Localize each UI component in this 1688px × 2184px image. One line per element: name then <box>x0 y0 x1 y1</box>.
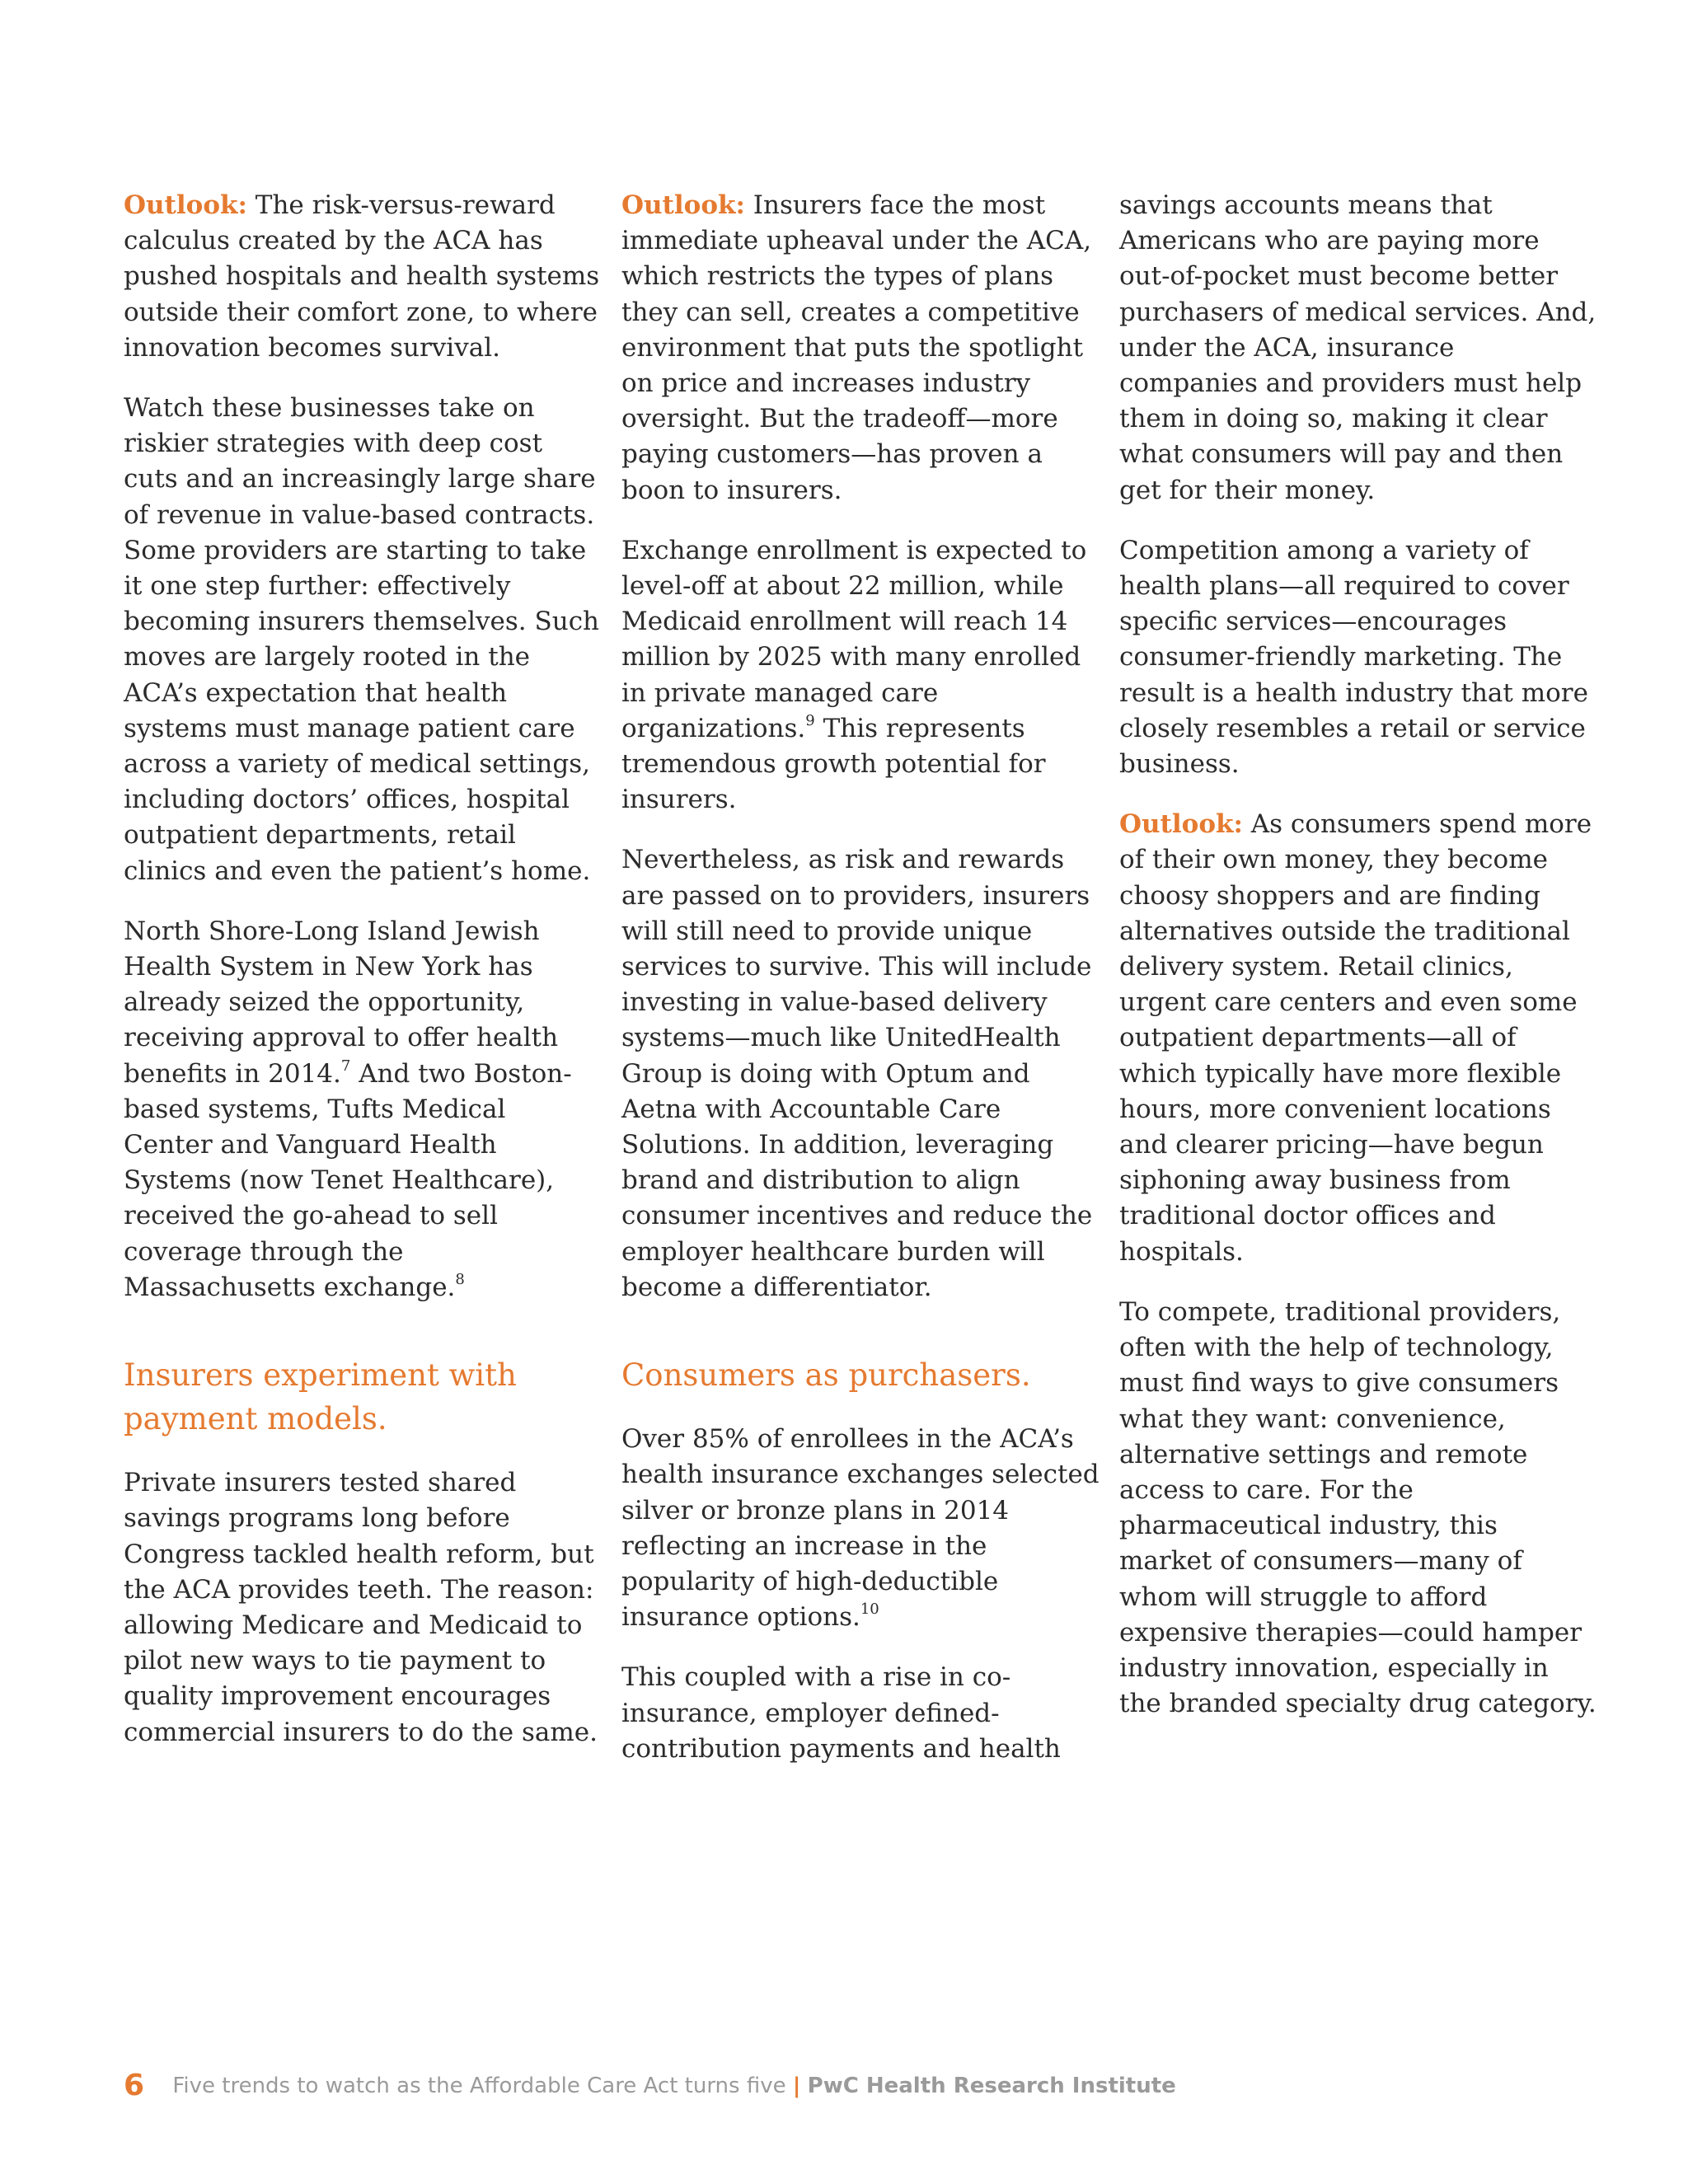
outlook-label: Outlook: <box>1119 809 1243 840</box>
paragraph: To compete, traditional providers, often with the help of technology, must find ways to give consumers what they want: convenience, alternative settings and remote access to care. For the pharmaceutical industry, this market of consumers—many of whom will struggle to afford expensive therapies—could hamper industry innovation, especially in the branded specialty drug category. <box>1119 1296 1597 1719</box>
paragraph: Competition among a variety of health plans—all required to cover specific services—encourages consumer-friendly marketing. The result is a health industry that more closely resembles a retail or service business. <box>1119 535 1588 780</box>
paragraph: savings accounts means that Americans who are paying more out-of-pocket must become better purchasers of medical services. And, under the ACA, insurance companies and providers must help them in doing so, making it clear what consumers will pay and then get for their money. <box>1119 190 1597 505</box>
paragraph: Outlook: As consumers spend more of their own money, they become choosy shoppers and are finding alternatives outside the traditional delivery system. Retail clinics, urgent care centers and even some outpatient departments—all of which typically have more flexible hours, more convenient locations and clearer pricing—have begun siphoning away business from traditional doctor offices and hospitals. <box>1119 809 1592 1267</box>
paragraph: Watch these businesses take on riskier strategies with deep cost cuts and an increasingly large share of revenue in value-based contracts. Some providers are starting to take it one step further: effectively becoming insurers themselves. Such moves are largely rooted in the ACA’s expectation that health systems must manage patient care across a variety of medical settings, including doctors’ offices, hospital outpatient departments, retail clinics and even the patient’s home. <box>124 393 600 886</box>
footnote-ref: 7 <box>340 1057 351 1075</box>
footer-org: PwC Health Research Institute <box>807 2074 1176 2098</box>
paragraph: Outlook: Insurers face the most immediate upheaval under the ACA, which restricts the types of plans they can sell, creates a competitive environment that puts the spotlight on price and increases industry oversight. But the tradeoff—more paying customers—has proven a boon to insurers. <box>621 190 1092 505</box>
column-2 <box>621 188 1100 1792</box>
footer-title: Five trends to watch as the Affordable Care Act turns five <box>172 2074 786 2098</box>
paragraph: Over 85% of enrollees in the ACA’s health insurance exchanges selected silver or bronze plans in 2014 reflecting an increase in the popularity of high-deductible insurance options.$^{10}$ <box>621 1424 1100 1633</box>
outlook-label: Outlook: <box>621 190 745 220</box>
column-1 <box>124 188 602 1775</box>
footnote-ref: 8 <box>455 1270 465 1288</box>
paragraph: Exchange enrollment is expected to level-off at about 22 million, while Medicaid enrollment will reach 14 million by 2025 with many enrolled in private managed care organizations.$^9$ This represents tremendous growth potential for insurers. <box>621 535 1087 815</box>
paragraph: North Shore-Long Island Jewish Health System in New York has already seized the opportunity, receiving approval to offer health benefits in 2014.$^7$ And two Boston-based systems, Tufts Medical Center and Vanguard Health Systems (now Tenet Healthcare), received the go-ahead to sell coverage through the Massachusetts exchange.$^8$ <box>124 916 572 1302</box>
column-3 <box>1119 188 1597 1746</box>
section-heading: Consumers as purchasers. <box>621 1357 1031 1394</box>
page-number: 6 <box>124 2069 145 2102</box>
section-heading: Insurers experiment with payment models. <box>124 1357 517 1437</box>
page-footer <box>124 2069 1176 2102</box>
outlook-label: Outlook: <box>124 190 247 220</box>
paragraph: This coupled with a rise in co-insurance, employer defined-contribution payments and health <box>621 1662 1061 1764</box>
footnote-ref: 9 <box>805 711 815 729</box>
footer-separator: | <box>792 2074 801 2098</box>
footnote-ref: 10 <box>860 1601 879 1619</box>
paragraph: Nevertheless, as risk and rewards are passed on to providers, insurers will still need to provide unique services to survive. This will include investing in value-based delivery systems—much like UnitedHealth Group is doing with Optum and Aetna with Accountable Care Solutions. In addition, leveraging brand and distribution to align consumer incentives and reduce the employer healthcare burden will become a differentiator. <box>621 845 1093 1302</box>
paragraph: Outlook: The risk-versus-reward calculus created by the ACA has pushed hospitals and health systems outside their comfort zone, to where innovation becomes survival. <box>124 190 600 363</box>
paragraph: Private insurers tested shared savings programs long before Congress tackled health reform, but the ACA provides teeth. The reason: allowing Medicare and Medicaid to pilot new ways to tie payment to quality improvement encourages commercial insurers to do the same. <box>124 1468 598 1747</box>
